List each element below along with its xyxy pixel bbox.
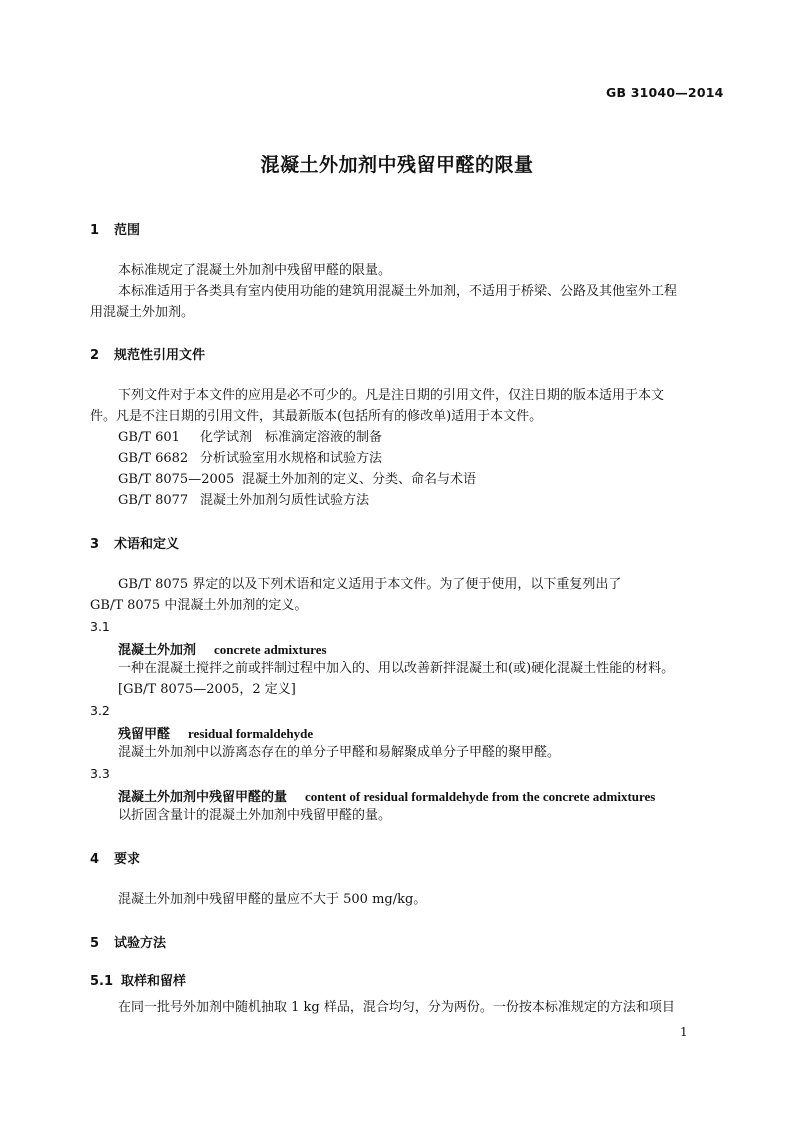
paragraph: 本标准规定了混凝土外加剂中残留甲醛的限量。	[118, 263, 392, 278]
paragraph: 用混凝土外加剂。	[90, 305, 195, 320]
paragraph: GB/T 8075 中混凝土外加剂的定义。	[90, 598, 308, 613]
subsection-title: 取样和留样	[121, 974, 187, 989]
reference-item	[118, 469, 476, 490]
section-2-heading	[90, 344, 205, 363]
term-definition: 一种在混凝土搅拌之前或拌制过程中加入的、用以改善新拌混凝土和(或)硬化混凝土性能的材料。	[118, 661, 675, 676]
section-title: 试验方法	[114, 936, 167, 951]
reference-item	[118, 448, 382, 469]
section-title: 要求	[114, 852, 141, 867]
document-title: 混凝土外加剂中残留甲醛的限量	[260, 154, 534, 176]
term-cn: 残留甲醛	[118, 727, 171, 742]
term-en: content of residual formaldehyde from the concrete admixtures	[305, 789, 656, 804]
section-3-heading	[90, 533, 179, 552]
paragraph: 下列文件对于本文件的应用是必不可少的。凡是注日期的引用文件，仅注日期的版本适用于本文	[118, 388, 665, 403]
reference-item	[118, 427, 382, 448]
term-en: residual formaldehyde	[188, 726, 314, 741]
reference-title: 分析试验室用水规格和试验方法	[200, 451, 383, 466]
term-number: 3.2	[90, 703, 110, 718]
section-number: 1	[90, 223, 100, 238]
term-definition: 混凝土外加剂中以游离态存在的单分子甲醛和易解聚成单分子甲醛的聚甲醛。	[118, 745, 561, 760]
term-definition: 以折固含量计的混凝土外加剂中残留甲醛的量。	[118, 808, 392, 823]
reference-title: 混凝土外加剂的定义、分类、命名与术语	[242, 472, 477, 487]
section-5-heading	[90, 932, 166, 951]
subsection-number: 5.1	[90, 974, 114, 989]
subsection-5-1-heading	[90, 970, 186, 989]
reference-title: 混凝土外加剂匀质性试验方法	[200, 493, 370, 508]
term-heading	[118, 723, 313, 742]
reference-code: GB/T 8077	[118, 493, 189, 508]
section-title: 规范性引用文件	[114, 348, 206, 363]
standard-code: GB 31040—2014	[606, 85, 724, 100]
paragraph: GB/T 8075 界定的以及下列术语和定义适用于本文件。为了便于使用，以下重复列出了	[118, 577, 622, 592]
reference-item	[118, 490, 369, 511]
section-title: 术语和定义	[114, 537, 180, 552]
paragraph: 在同一批号外加剂中随机抽取 1 kg 样品，混合均匀，分为两份。一份按本标准规定的方法和项目	[118, 1000, 675, 1015]
term-heading	[118, 786, 655, 805]
reference-code: GB/T 8075—2005	[118, 472, 235, 487]
section-title: 范围	[114, 223, 141, 238]
reference-code: GB/T 601	[118, 430, 180, 445]
term-heading	[118, 639, 327, 658]
paragraph: 本标准适用于各类具有室内使用功能的建筑用混凝土外加剂，不适用于桥梁、公路及其他室外工程	[118, 284, 678, 299]
term-number: 3.1	[90, 619, 110, 634]
term-number: 3.3	[90, 766, 110, 781]
paragraph: 混凝土外加剂中残留甲醛的量应不大于 500 mg/kg。	[118, 892, 427, 907]
term-en: concrete admixtures	[214, 642, 327, 657]
reference-title: 化学试剂 标准滴定溶液的制备	[200, 430, 383, 445]
section-number: 4	[90, 852, 100, 867]
reference-code: GB/T 6682	[118, 451, 189, 466]
page-number: 1	[680, 1025, 688, 1039]
term-cn: 混凝土外加剂中残留甲醛的量	[118, 790, 288, 805]
section-1-heading	[90, 219, 140, 238]
term-source: [GB/T 8075—2005，2 定义]	[118, 682, 296, 697]
section-4-heading	[90, 848, 140, 867]
term-cn: 混凝土外加剂	[118, 643, 197, 658]
paragraph: 件。凡是不注日期的引用文件，其最新版本(包括所有的修改单)适用于本文件。	[90, 409, 543, 424]
section-number: 5	[90, 936, 100, 951]
section-number: 3	[90, 537, 100, 552]
section-number: 2	[90, 348, 100, 363]
